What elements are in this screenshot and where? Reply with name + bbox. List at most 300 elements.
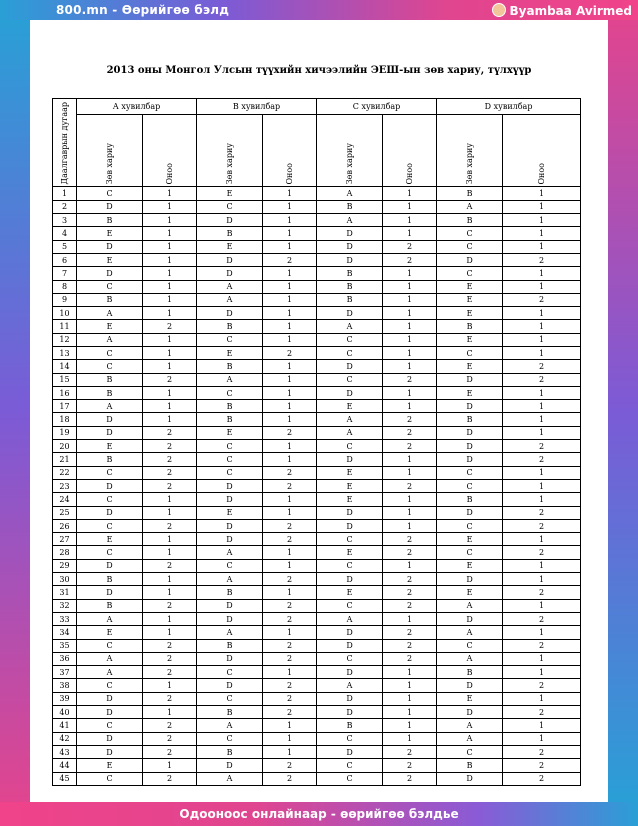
answer-cell: D <box>197 493 263 506</box>
table-row <box>53 772 581 785</box>
answer-cell: B <box>77 373 143 386</box>
score-cell: 2 <box>263 347 317 360</box>
answer-cell: C <box>77 546 143 559</box>
answer-cell: B <box>197 400 263 413</box>
score-cell: 2 <box>503 546 581 559</box>
score-cell: 1 <box>383 453 437 466</box>
question-number: 14 <box>53 360 77 373</box>
table-row <box>53 479 581 492</box>
score-cell: 2 <box>503 759 581 772</box>
score-cell: 1 <box>263 626 317 639</box>
score-cell: 2 <box>383 573 437 586</box>
answer-cell: C <box>317 732 383 745</box>
answer-cell: A <box>317 612 383 625</box>
score-cell: 1 <box>383 333 437 346</box>
question-number: 26 <box>53 519 77 532</box>
table-row <box>53 413 581 426</box>
answer-cell: A <box>77 666 143 679</box>
answer-cell: D <box>437 573 503 586</box>
score-cell: 1 <box>143 307 197 320</box>
score-cell: 1 <box>383 293 437 306</box>
answer-cell: A <box>437 626 503 639</box>
score-cell: 2 <box>263 639 317 652</box>
score-cell: 1 <box>263 732 317 745</box>
question-number: 24 <box>53 493 77 506</box>
answer-cell: B <box>197 227 263 240</box>
question-number: 27 <box>53 533 77 546</box>
score-cell: 1 <box>263 546 317 559</box>
score-cell: 1 <box>143 360 197 373</box>
document-title: 2013 оны Монгол Улсын түүхийн хичээлийн ЭЕШ-ын зөв хариу, түлхүүр <box>106 65 532 76</box>
score-cell: 1 <box>143 679 197 692</box>
answer-cell: C <box>77 493 143 506</box>
table-row <box>53 240 581 253</box>
answer-cell: E <box>437 692 503 705</box>
answer-cell: B <box>77 214 143 227</box>
answer-cell: C <box>437 466 503 479</box>
answer-cell: B <box>197 413 263 426</box>
score-cell: 1 <box>383 666 437 679</box>
table-row <box>53 200 581 213</box>
answer-cell: B <box>437 320 503 333</box>
question-number: 8 <box>53 280 77 293</box>
score-cell: 1 <box>503 533 581 546</box>
top-banner <box>0 0 638 20</box>
answer-cell: D <box>317 240 383 253</box>
table-row <box>53 280 581 293</box>
answer-cell: D <box>77 745 143 758</box>
answer-cell: E <box>317 546 383 559</box>
score-cell: 1 <box>263 214 317 227</box>
question-number: 4 <box>53 227 77 240</box>
question-number: 30 <box>53 573 77 586</box>
score-cell: 1 <box>263 493 317 506</box>
answer-cell: E <box>77 227 143 240</box>
score-cell: 2 <box>143 440 197 453</box>
score-cell: 1 <box>503 599 581 612</box>
question-number: 39 <box>53 692 77 705</box>
question-number: 15 <box>53 373 77 386</box>
answer-cell: A <box>77 333 143 346</box>
question-number: 2 <box>53 200 77 213</box>
answer-cell: D <box>197 519 263 532</box>
answer-cell: D <box>317 639 383 652</box>
answer-cell: C <box>77 347 143 360</box>
answer-cell: A <box>437 652 503 665</box>
score-cell: 1 <box>383 347 437 360</box>
answer-cell: C <box>77 519 143 532</box>
question-number: 11 <box>53 320 77 333</box>
answer-cell: C <box>197 666 263 679</box>
answer-column-header: Зөв хариу <box>77 115 143 187</box>
answer-cell: C <box>437 227 503 240</box>
answer-cell: E <box>77 533 143 546</box>
question-number: 36 <box>53 652 77 665</box>
answer-cell: C <box>317 759 383 772</box>
answer-cell: B <box>437 759 503 772</box>
answer-cell: D <box>437 426 503 439</box>
answer-cell: D <box>197 599 263 612</box>
answer-cell: D <box>317 506 383 519</box>
question-number: 25 <box>53 506 77 519</box>
question-number: 19 <box>53 426 77 439</box>
table-row <box>53 612 581 625</box>
answer-cell: D <box>197 479 263 492</box>
table-row <box>53 227 581 240</box>
answer-cell: D <box>437 679 503 692</box>
table-row <box>53 759 581 772</box>
score-cell: 1 <box>143 626 197 639</box>
table-row <box>53 347 581 360</box>
score-cell: 1 <box>503 652 581 665</box>
table-row <box>53 214 581 227</box>
score-cell: 1 <box>143 200 197 213</box>
answer-cell: D <box>437 400 503 413</box>
answer-cell: A <box>437 200 503 213</box>
score-cell: 1 <box>143 400 197 413</box>
answer-cell: A <box>317 426 383 439</box>
score-cell: 1 <box>503 280 581 293</box>
score-cell: 1 <box>503 479 581 492</box>
score-cell: 1 <box>143 227 197 240</box>
answer-cell: A <box>317 679 383 692</box>
score-cell: 1 <box>383 400 437 413</box>
score-cell: 1 <box>143 267 197 280</box>
score-cell: 2 <box>143 373 197 386</box>
score-cell: 1 <box>143 386 197 399</box>
question-number: 33 <box>53 612 77 625</box>
answer-cell: A <box>437 732 503 745</box>
score-cell: 1 <box>263 586 317 599</box>
table-row <box>53 320 581 333</box>
table-row <box>53 426 581 439</box>
answer-cell: C <box>197 466 263 479</box>
table-row <box>53 692 581 705</box>
score-cell: 1 <box>383 559 437 572</box>
answer-cell: D <box>77 240 143 253</box>
score-cell: 2 <box>383 373 437 386</box>
score-cell: 1 <box>143 612 197 625</box>
score-cell: 1 <box>263 320 317 333</box>
score-cell: 2 <box>503 679 581 692</box>
score-cell: 1 <box>503 400 581 413</box>
answer-cell: C <box>197 386 263 399</box>
score-cell: 2 <box>143 732 197 745</box>
score-cell: 1 <box>143 413 197 426</box>
question-number: 35 <box>53 639 77 652</box>
score-cell: 1 <box>383 307 437 320</box>
right-border <box>608 20 638 802</box>
score-cell: 1 <box>503 666 581 679</box>
answer-cell: A <box>197 546 263 559</box>
question-number: 5 <box>53 240 77 253</box>
table-row <box>53 293 581 306</box>
answer-cell: E <box>317 479 383 492</box>
variant-header: В хувилбар <box>197 99 317 115</box>
score-cell: 2 <box>503 586 581 599</box>
table-row <box>53 187 581 200</box>
answer-cell: B <box>77 293 143 306</box>
answer-cell: E <box>77 626 143 639</box>
answer-cell: D <box>437 506 503 519</box>
score-cell: 1 <box>263 400 317 413</box>
score-cell: 2 <box>143 719 197 732</box>
answer-cell: A <box>317 320 383 333</box>
answer-cell: B <box>77 599 143 612</box>
answer-cell: D <box>77 559 143 572</box>
score-cell: 1 <box>143 586 197 599</box>
variant-header: А хувилбар <box>77 99 197 115</box>
score-cell: 2 <box>383 413 437 426</box>
score-cell: 1 <box>383 360 437 373</box>
score-cell: 1 <box>143 187 197 200</box>
score-cell: 2 <box>263 772 317 785</box>
score-cell: 2 <box>263 652 317 665</box>
score-cell: 2 <box>263 679 317 692</box>
score-cell: 1 <box>263 293 317 306</box>
table-row <box>53 559 581 572</box>
question-number: 16 <box>53 386 77 399</box>
answer-cell: C <box>437 267 503 280</box>
answer-cell: B <box>437 214 503 227</box>
answer-key-table <box>52 98 581 786</box>
score-cell: 1 <box>503 413 581 426</box>
score-cell: 1 <box>383 679 437 692</box>
answer-column-header: Зөв хариу <box>197 115 263 187</box>
answer-cell: D <box>437 772 503 785</box>
table-row <box>53 307 581 320</box>
score-cell: 1 <box>263 307 317 320</box>
avatar-icon <box>492 3 506 17</box>
score-cell: 2 <box>383 586 437 599</box>
score-cell: 1 <box>503 267 581 280</box>
score-cell: 2 <box>383 599 437 612</box>
score-cell: 1 <box>383 612 437 625</box>
score-cell: 2 <box>383 440 437 453</box>
score-cell: 1 <box>503 240 581 253</box>
variant-header: С хувилбар <box>317 99 437 115</box>
author-label: Byambaa Avirmed <box>509 4 632 18</box>
answer-cell: D <box>197 214 263 227</box>
score-cell: 1 <box>503 386 581 399</box>
answer-cell: C <box>437 240 503 253</box>
answer-cell: C <box>77 280 143 293</box>
table-row <box>53 533 581 546</box>
score-column-header: Оноо <box>383 115 437 187</box>
answer-cell: E <box>437 307 503 320</box>
answer-cell: E <box>437 280 503 293</box>
score-cell: 1 <box>143 240 197 253</box>
author-name <box>492 3 632 18</box>
answer-cell: D <box>77 200 143 213</box>
answer-cell: D <box>437 453 503 466</box>
answer-cell: D <box>197 533 263 546</box>
answer-cell: D <box>317 253 383 266</box>
score-cell: 2 <box>503 706 581 719</box>
score-cell: 1 <box>383 267 437 280</box>
table-row <box>53 652 581 665</box>
score-cell: 2 <box>263 519 317 532</box>
score-cell: 1 <box>143 280 197 293</box>
score-cell: 2 <box>263 479 317 492</box>
answer-cell: C <box>317 559 383 572</box>
score-cell: 1 <box>503 320 581 333</box>
question-number: 42 <box>53 732 77 745</box>
score-cell: 1 <box>263 506 317 519</box>
answer-cell: D <box>437 253 503 266</box>
score-cell: 2 <box>383 426 437 439</box>
score-cell: 1 <box>143 253 197 266</box>
answer-cell: A <box>197 573 263 586</box>
table-row <box>53 440 581 453</box>
score-cell: 2 <box>263 706 317 719</box>
bottom-banner <box>0 802 638 826</box>
answer-cell: C <box>437 639 503 652</box>
answer-cell: C <box>317 373 383 386</box>
score-cell: 1 <box>503 626 581 639</box>
answer-cell: C <box>197 692 263 705</box>
answer-cell: B <box>197 639 263 652</box>
score-cell: 2 <box>143 559 197 572</box>
score-cell: 1 <box>143 333 197 346</box>
footer-slogan[interactable]: Одооноос онлайнаар - өөрийгөө бэлдье <box>179 807 459 821</box>
score-cell: 2 <box>383 745 437 758</box>
score-cell: 1 <box>143 533 197 546</box>
table-row <box>53 386 581 399</box>
answer-cell: C <box>317 652 383 665</box>
answer-cell: D <box>197 652 263 665</box>
answer-cell: D <box>437 706 503 719</box>
score-cell: 2 <box>503 745 581 758</box>
score-cell: 1 <box>143 759 197 772</box>
score-cell: 1 <box>503 573 581 586</box>
score-cell: 1 <box>263 267 317 280</box>
answer-cell: A <box>77 612 143 625</box>
table-row <box>53 546 581 559</box>
score-cell: 1 <box>383 719 437 732</box>
answer-cell: D <box>197 267 263 280</box>
score-cell: 2 <box>263 692 317 705</box>
answer-cell: C <box>197 732 263 745</box>
score-cell: 1 <box>263 240 317 253</box>
answer-cell: C <box>317 347 383 360</box>
score-column-header: Оноо <box>143 115 197 187</box>
question-number: 44 <box>53 759 77 772</box>
answer-cell: C <box>77 679 143 692</box>
answer-cell: B <box>437 187 503 200</box>
score-cell: 2 <box>143 466 197 479</box>
table-row <box>53 599 581 612</box>
score-cell: 1 <box>263 666 317 679</box>
answer-cell: D <box>317 706 383 719</box>
answer-cell: C <box>197 453 263 466</box>
answer-cell: A <box>197 626 263 639</box>
answer-cell: E <box>317 400 383 413</box>
score-cell: 2 <box>503 373 581 386</box>
score-cell: 2 <box>503 293 581 306</box>
score-cell: 2 <box>503 453 581 466</box>
answer-cell: B <box>317 719 383 732</box>
answer-cell: A <box>317 187 383 200</box>
score-cell: 2 <box>143 320 197 333</box>
answer-cell: D <box>437 373 503 386</box>
score-cell: 1 <box>263 453 317 466</box>
score-cell: 1 <box>263 373 317 386</box>
score-cell: 2 <box>383 479 437 492</box>
score-cell: 1 <box>503 307 581 320</box>
answer-cell: D <box>77 479 143 492</box>
score-cell: 2 <box>503 639 581 652</box>
score-cell: 1 <box>503 333 581 346</box>
answer-cell: A <box>197 772 263 785</box>
score-cell: 1 <box>503 719 581 732</box>
score-cell: 2 <box>143 426 197 439</box>
score-cell: 1 <box>143 573 197 586</box>
score-cell: 2 <box>503 360 581 373</box>
answer-cell: B <box>317 293 383 306</box>
answer-cell: C <box>437 546 503 559</box>
answer-cell: E <box>317 586 383 599</box>
answer-cell: B <box>77 573 143 586</box>
score-cell: 2 <box>383 533 437 546</box>
answer-cell: B <box>197 360 263 373</box>
score-cell: 1 <box>503 559 581 572</box>
answer-cell: E <box>77 759 143 772</box>
answer-cell: D <box>317 386 383 399</box>
answer-cell: E <box>437 360 503 373</box>
answer-cell: B <box>437 493 503 506</box>
table-row <box>53 506 581 519</box>
score-cell: 2 <box>383 772 437 785</box>
question-number: 40 <box>53 706 77 719</box>
score-cell: 1 <box>503 732 581 745</box>
score-cell: 2 <box>383 639 437 652</box>
answer-cell: D <box>317 360 383 373</box>
answer-cell: E <box>317 466 383 479</box>
answer-cell: C <box>437 519 503 532</box>
answer-cell: C <box>197 559 263 572</box>
score-cell: 2 <box>143 666 197 679</box>
table-row <box>53 253 581 266</box>
score-cell: 2 <box>383 759 437 772</box>
score-cell: 2 <box>263 612 317 625</box>
score-cell: 1 <box>503 214 581 227</box>
answer-cell: B <box>437 666 503 679</box>
score-cell: 1 <box>503 426 581 439</box>
answer-cell: D <box>77 506 143 519</box>
answer-rows <box>53 187 581 785</box>
answer-cell: D <box>197 307 263 320</box>
site-name[interactable]: 800.mn - Өөрийгөө бэлд <box>56 3 230 17</box>
score-cell: 1 <box>383 519 437 532</box>
score-cell: 1 <box>503 692 581 705</box>
answer-cell: A <box>77 400 143 413</box>
score-cell: 2 <box>143 772 197 785</box>
question-number: 29 <box>53 559 77 572</box>
score-cell: 2 <box>263 253 317 266</box>
score-cell: 2 <box>143 599 197 612</box>
answer-cell: A <box>197 373 263 386</box>
answer-cell: C <box>77 772 143 785</box>
score-cell: 2 <box>383 240 437 253</box>
table-row <box>53 706 581 719</box>
answer-cell: C <box>437 479 503 492</box>
question-number: 3 <box>53 214 77 227</box>
answer-column-header: Зөв хариу <box>317 115 383 187</box>
score-cell: 1 <box>383 466 437 479</box>
answer-cell: B <box>317 200 383 213</box>
question-number: 21 <box>53 453 77 466</box>
